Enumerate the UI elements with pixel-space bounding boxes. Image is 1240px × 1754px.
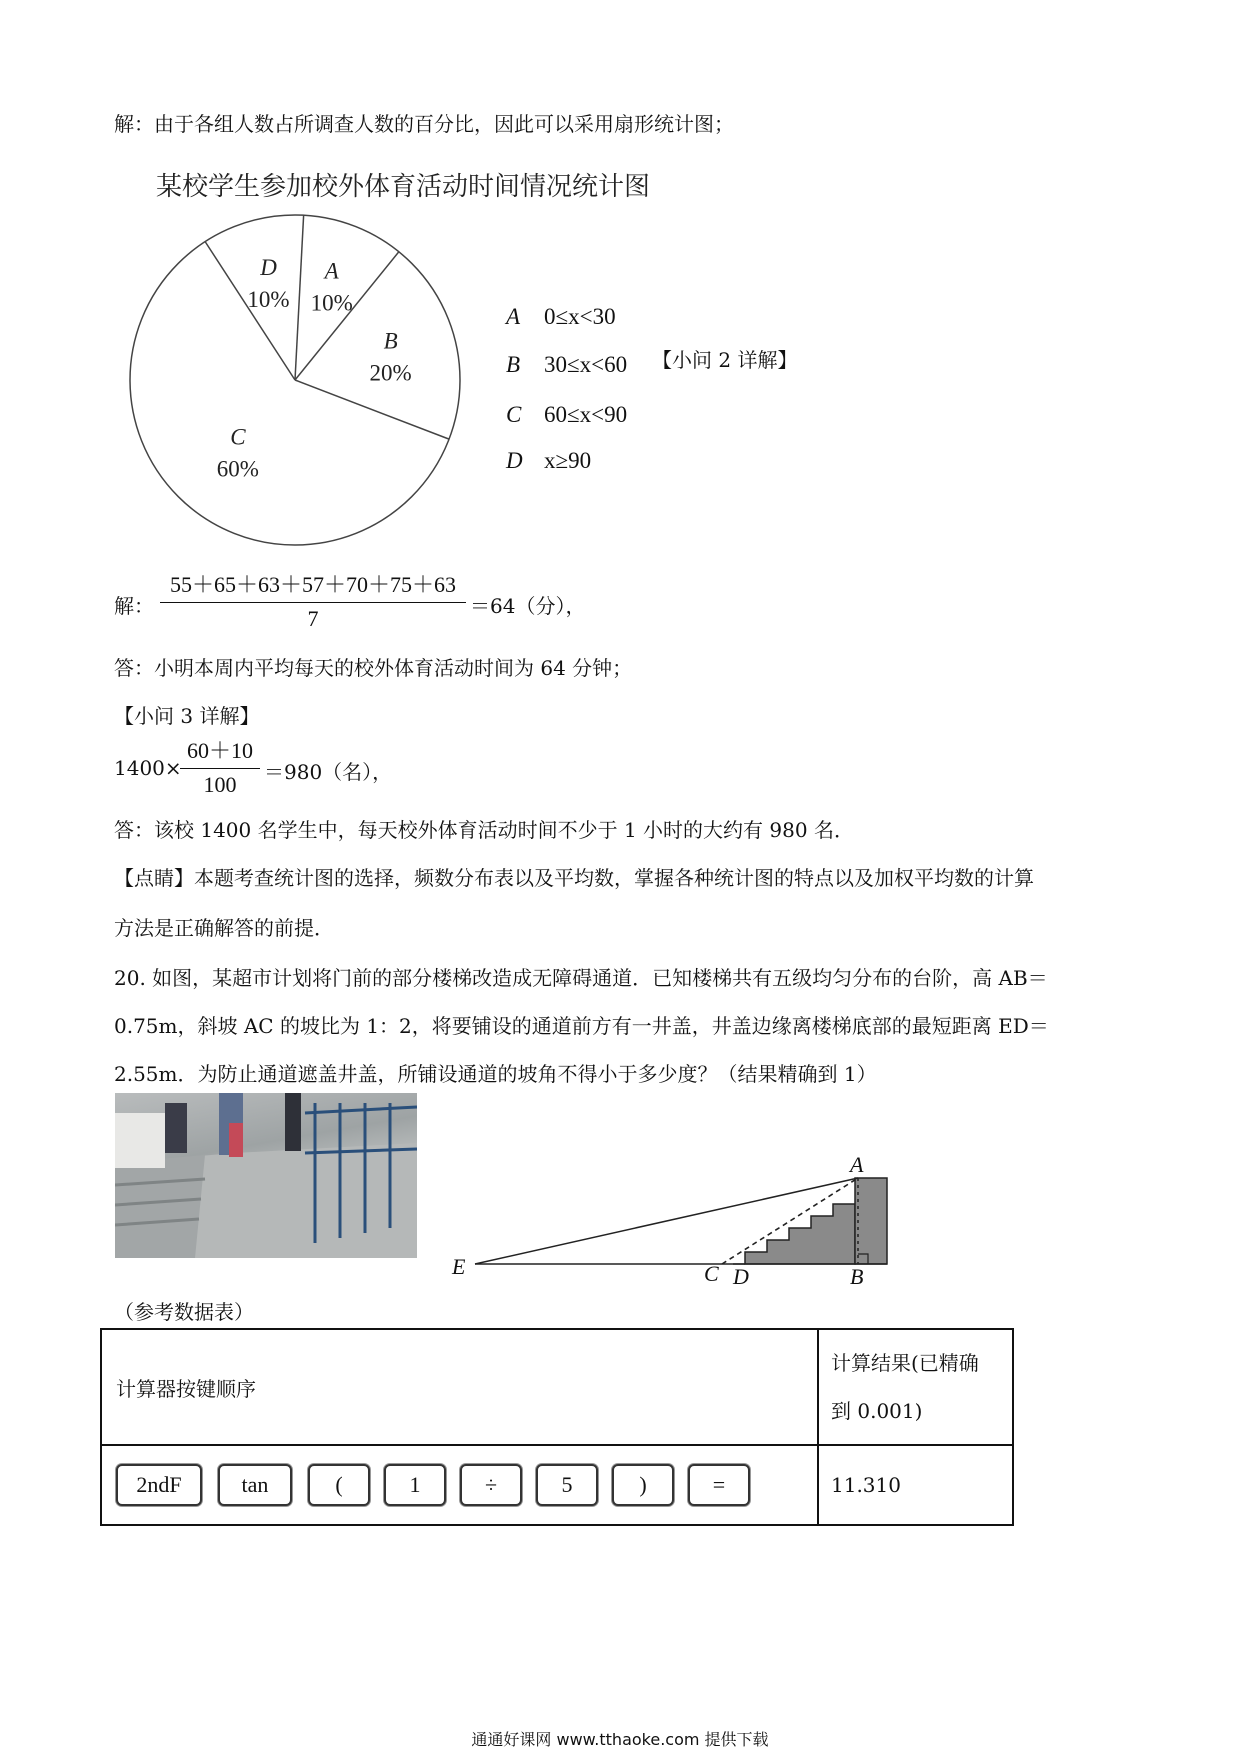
key-2ndf: 2ndF bbox=[116, 1464, 202, 1506]
header-result-line-1: 计算结果(已精确 bbox=[831, 1351, 979, 1375]
avg-prefix: 解： bbox=[114, 594, 154, 618]
pie-slice-percent-a: 10% bbox=[310, 290, 353, 316]
pie-slice-letter-c: C bbox=[230, 424, 246, 450]
label-a: A bbox=[850, 1152, 864, 1177]
comment-line-1: 【点睛】本题考查统计图的选择，频数分布表以及平均数，掌握各种统计图的特点以及加权平均数的计算 bbox=[114, 866, 1034, 890]
legend-item-a bbox=[506, 304, 616, 330]
est-result: ＝980（名）， bbox=[264, 760, 393, 784]
est-prefix: 1400× bbox=[114, 756, 182, 780]
ramp-diagram bbox=[440, 1150, 920, 1285]
section-3-heading: 【小问 3 详解】 bbox=[114, 704, 260, 728]
footer: 通通好课网 www.tthaoke.com 提供下载 bbox=[471, 1730, 769, 1749]
legend-item-d bbox=[506, 448, 591, 474]
header-key-sequence: 计算器按键顺序 bbox=[101, 1329, 818, 1445]
fraction-bar bbox=[160, 602, 466, 603]
legend-item-b bbox=[506, 352, 627, 378]
key-1: 1 bbox=[384, 1464, 446, 1506]
key-divide: ÷ bbox=[460, 1464, 522, 1506]
legend-key: D bbox=[506, 448, 523, 473]
label-b: B bbox=[850, 1264, 864, 1285]
key-5: 5 bbox=[536, 1464, 598, 1506]
pie-chart bbox=[120, 205, 470, 555]
pie-slice-letter-a: A bbox=[324, 258, 339, 284]
label-c: C bbox=[704, 1261, 719, 1285]
pie-slice-percent-b: 20% bbox=[369, 360, 412, 386]
avg-numerator: 55＋65＋63＋57＋70＋75＋63 bbox=[169, 572, 456, 597]
avg-fraction bbox=[160, 568, 466, 632]
comment-line-2: 方法是正确解答的前提． bbox=[114, 916, 334, 940]
pie-slice-percent-c: 60% bbox=[216, 456, 259, 482]
legend-range: 30≤x<60 bbox=[544, 352, 628, 377]
answer-2: 答：小明本周内平均每天的校外体育活动时间为 64 分钟； bbox=[114, 656, 633, 680]
question-20-line-1: 20. 如图，某超市计划将门前的部分楼梯改造成无障碍通道．已知楼梯共有五级均匀分布的台阶，高 AB＝ bbox=[114, 966, 1048, 990]
key-sequence-cell bbox=[101, 1445, 818, 1525]
est-fraction bbox=[180, 734, 260, 798]
solution-line-1: 解：由于各组人数占所调查人数的百分比，因此可以采用扇形统计图； bbox=[114, 112, 734, 136]
legend-key: C bbox=[506, 402, 522, 427]
fraction-bar bbox=[180, 768, 260, 769]
section-2-heading: 【小问 2 详解】 bbox=[652, 348, 798, 372]
pie-slice-letter-b: B bbox=[383, 328, 398, 354]
chart-title: 某校学生参加校外体育活动时间情况统计图 bbox=[156, 172, 651, 202]
key-equals: = bbox=[688, 1464, 750, 1506]
result-value: 11.310 bbox=[818, 1445, 1013, 1525]
pie-slice-percent-d: 10% bbox=[247, 287, 290, 313]
legend-range: x≥90 bbox=[544, 448, 592, 473]
avg-denominator: 7 bbox=[307, 606, 319, 631]
est-numerator: 60＋10 bbox=[186, 738, 253, 763]
header-result-line-2: 到 0.001) bbox=[831, 1399, 923, 1423]
legend-range: 60≤x<90 bbox=[544, 402, 628, 427]
header-result bbox=[818, 1329, 1013, 1445]
stairs-photo bbox=[115, 1093, 417, 1258]
legend-item-c bbox=[506, 402, 627, 428]
question-20-line-3: 2.55m．为防止通道遮盖井盖，所铺设通道的坡角不得小于多少度？（结果精确到 1） bbox=[114, 1062, 877, 1086]
est-denominator: 100 bbox=[203, 772, 237, 797]
avg-result: ＝64（分）， bbox=[470, 594, 586, 618]
pie-slice-letter-d: D bbox=[260, 255, 277, 281]
legend-key: A bbox=[506, 304, 521, 329]
key-tan: tan bbox=[218, 1464, 292, 1506]
reference-table-label: （参考数据表） bbox=[114, 1300, 254, 1324]
label-d: D bbox=[733, 1264, 749, 1285]
reference-table bbox=[100, 1328, 1014, 1526]
key-open-paren: ( bbox=[308, 1464, 370, 1506]
legend-range: 0≤x<30 bbox=[544, 304, 616, 329]
answer-3: 答：该校 1400 名学生中，每天校外体育活动时间不少于 1 小时的大约有 980 名． bbox=[114, 818, 854, 842]
question-20-line-2: 0.75m，斜坡 AC 的坡比为 1：2，将要铺设的通道前方有一井盖，井盖边缘离楼梯底部的最短距离 ED＝ bbox=[114, 1014, 1049, 1038]
legend-key: B bbox=[506, 352, 521, 377]
key-close-paren: ) bbox=[612, 1464, 674, 1506]
label-e: E bbox=[452, 1254, 466, 1279]
